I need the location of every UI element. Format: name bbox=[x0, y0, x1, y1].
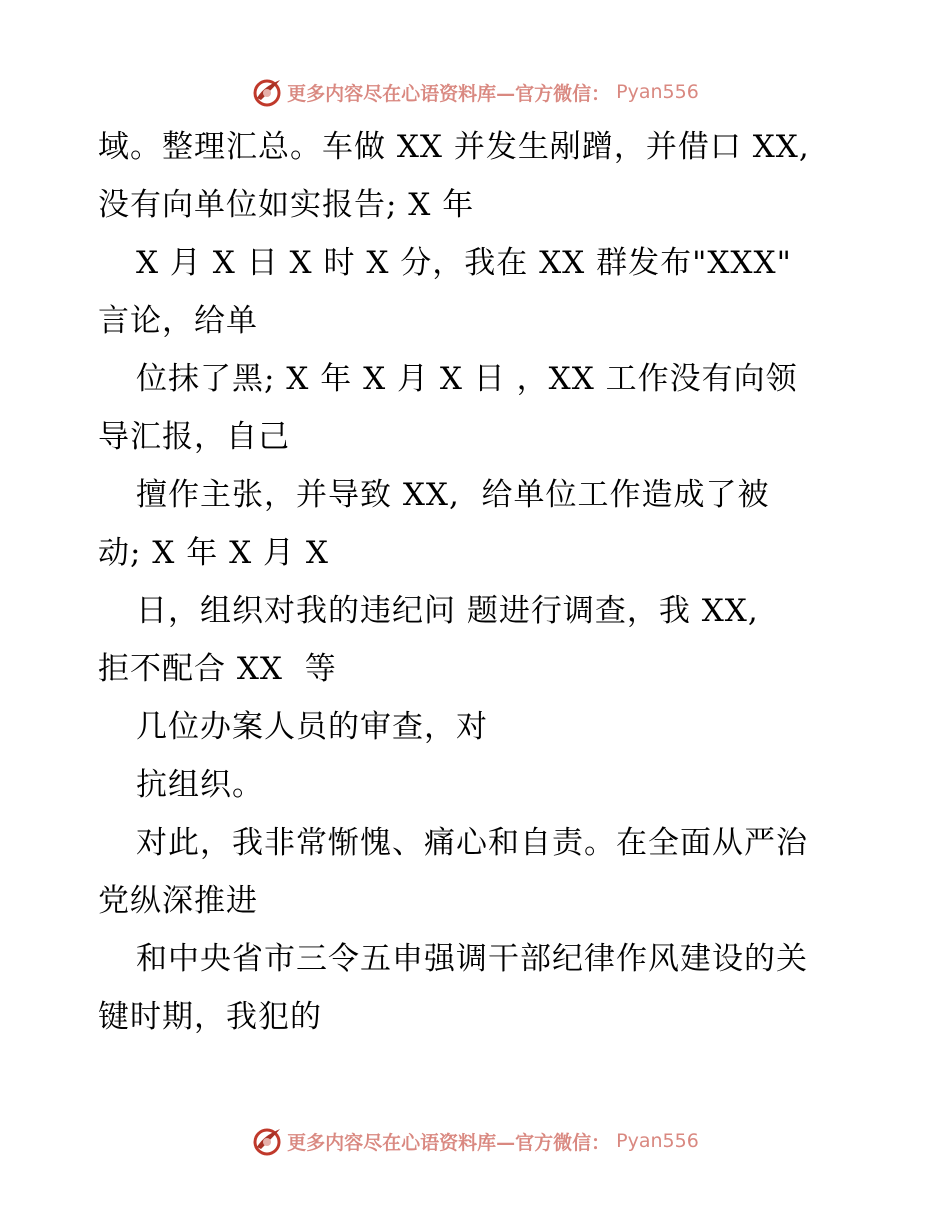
header-banner-content bbox=[251, 76, 699, 108]
header-banner-text: 更多内容尽在心语资料库—官方微信： bbox=[287, 82, 611, 105]
text-line: 擅作主张，并导致 XX, 给单位工作造成了被 bbox=[136, 477, 770, 513]
text-line: 日，组织对我的违纪问 题进行调查，我 XX, bbox=[136, 593, 759, 629]
text-line: 和中央省市三令五申强调干部纪律作风建设的关 bbox=[136, 941, 808, 977]
header-banner-wechat-id: Pyan556 bbox=[616, 81, 699, 103]
footer-banner-wechat-id: Pyan556 bbox=[616, 1130, 699, 1152]
footer-banner-text: 更多内容尽在心语资料库—官方微信： bbox=[287, 1131, 611, 1154]
text-line: 导汇报，自己 bbox=[98, 419, 290, 455]
text-line: 没有向单位如实报告; X 年 bbox=[98, 187, 475, 223]
document-body bbox=[98, 118, 878, 1046]
text-line: 位抹了黑; X 年 X 月 X 日 ，XX 工作没有向领 bbox=[136, 361, 798, 397]
text-line: 抗组织。 bbox=[136, 767, 264, 803]
header-banner bbox=[0, 72, 950, 112]
footer-banner bbox=[0, 1121, 950, 1161]
text-line: 域。整理汇总。车做 XX 并发生剐蹭，并借口 XX, bbox=[98, 129, 810, 165]
text-line: 拒不配合 XX 等 bbox=[98, 651, 337, 687]
text-line: 几位办案人员的审查，对 bbox=[136, 709, 488, 745]
footer-banner-content bbox=[251, 1125, 699, 1157]
text-line: X 月 X 日 X 时 X 分，我在 XX 群发布"XXX" bbox=[136, 245, 792, 281]
text-line: 键时期，我犯的 bbox=[98, 999, 322, 1035]
red-brush-logo-icon bbox=[251, 76, 283, 108]
red-brush-logo-icon bbox=[251, 1125, 283, 1157]
text-line: 动; X 年 X 月 X bbox=[98, 535, 329, 571]
text-line: 言论，给单 bbox=[98, 303, 258, 339]
text-line: 对此，我非常惭愧、痛心和自责。在全面从严治 bbox=[136, 825, 808, 861]
text-line: 党纵深推进 bbox=[98, 883, 258, 919]
